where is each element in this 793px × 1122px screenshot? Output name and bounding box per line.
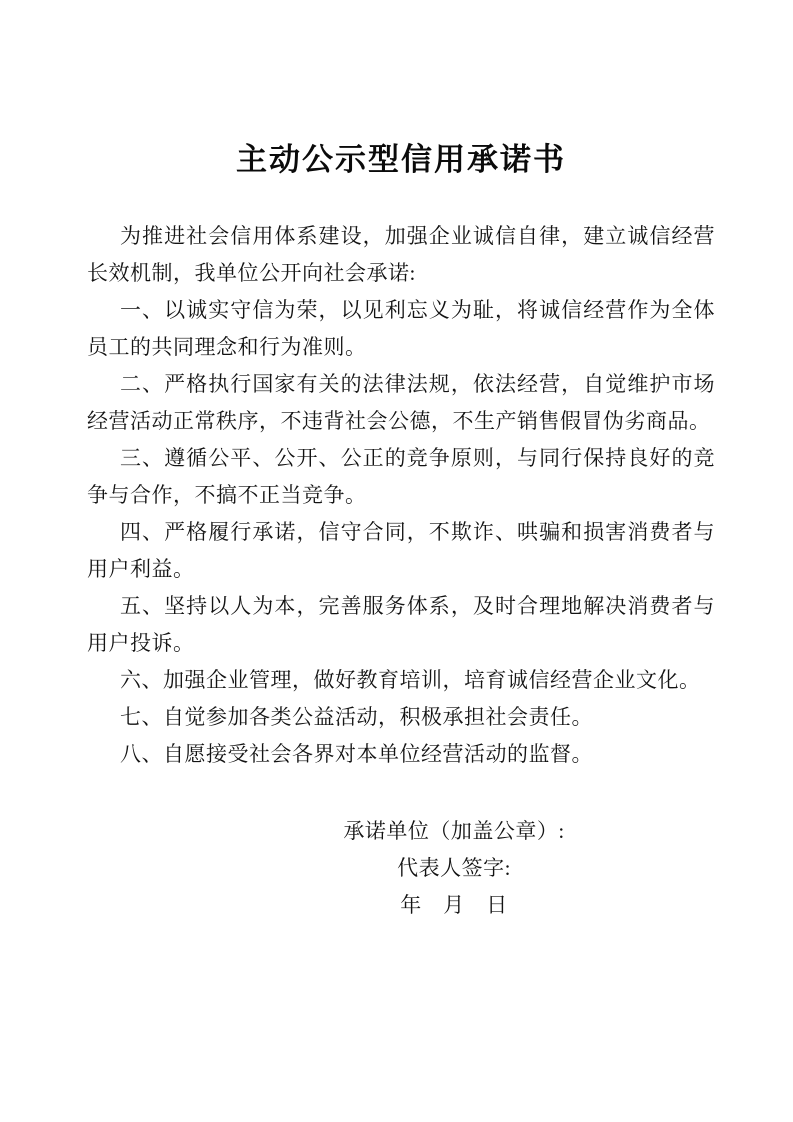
commitment-item-2: 二、严格执行国家有关的法律法规，依法经营，自觉维护市场经营活动正常秩序，不违背社会公德，不生产销售假冒伪劣商品。 bbox=[87, 372, 715, 433]
intro-paragraph: 为推进社会信用体系建设，加强企业诚信自律，建立诚信经营长效机制，我单位公开向社会承诺: bbox=[87, 224, 715, 285]
document-title: 主动公示型信用承诺书 bbox=[236, 142, 566, 177]
commitment-item-8: 八、自愿接受社会各界对本单位经营活动的监督。 bbox=[120, 742, 593, 766]
signature-unit-line: 承诺单位（加盖公章）: bbox=[343, 819, 565, 843]
commitment-item-5: 五、坚持以人为本，完善服务体系，及时合理地解决消费者与用户投诉。 bbox=[87, 594, 715, 655]
signature-block bbox=[87, 813, 715, 924]
commitment-item-6: 六、加强企业管理，做好教育培训，培育诚信经营企业文化。 bbox=[120, 668, 701, 692]
commitment-item-4: 四、严格履行承诺，信守合同，不欺诈、哄骗和损害消费者与用户利益。 bbox=[87, 520, 715, 581]
commitment-item-1: 一、以诚实守信为荣，以见利忘义为耻，将诚信经营作为全体员工的共同理念和行为准则。 bbox=[87, 298, 715, 359]
signature-date-line: 年 月 日 bbox=[400, 893, 508, 917]
commitment-item-3: 三、遵循公平、公开、公正的竞争原则，与同行保持良好的竞争与合作，不搞不正当竞争。 bbox=[87, 446, 715, 507]
signature-representative-line: 代表人签字: bbox=[397, 856, 511, 880]
document-body bbox=[87, 218, 715, 773]
commitment-item-7: 七、自觉参加各类公益活动，积极承担社会责任。 bbox=[120, 705, 593, 729]
